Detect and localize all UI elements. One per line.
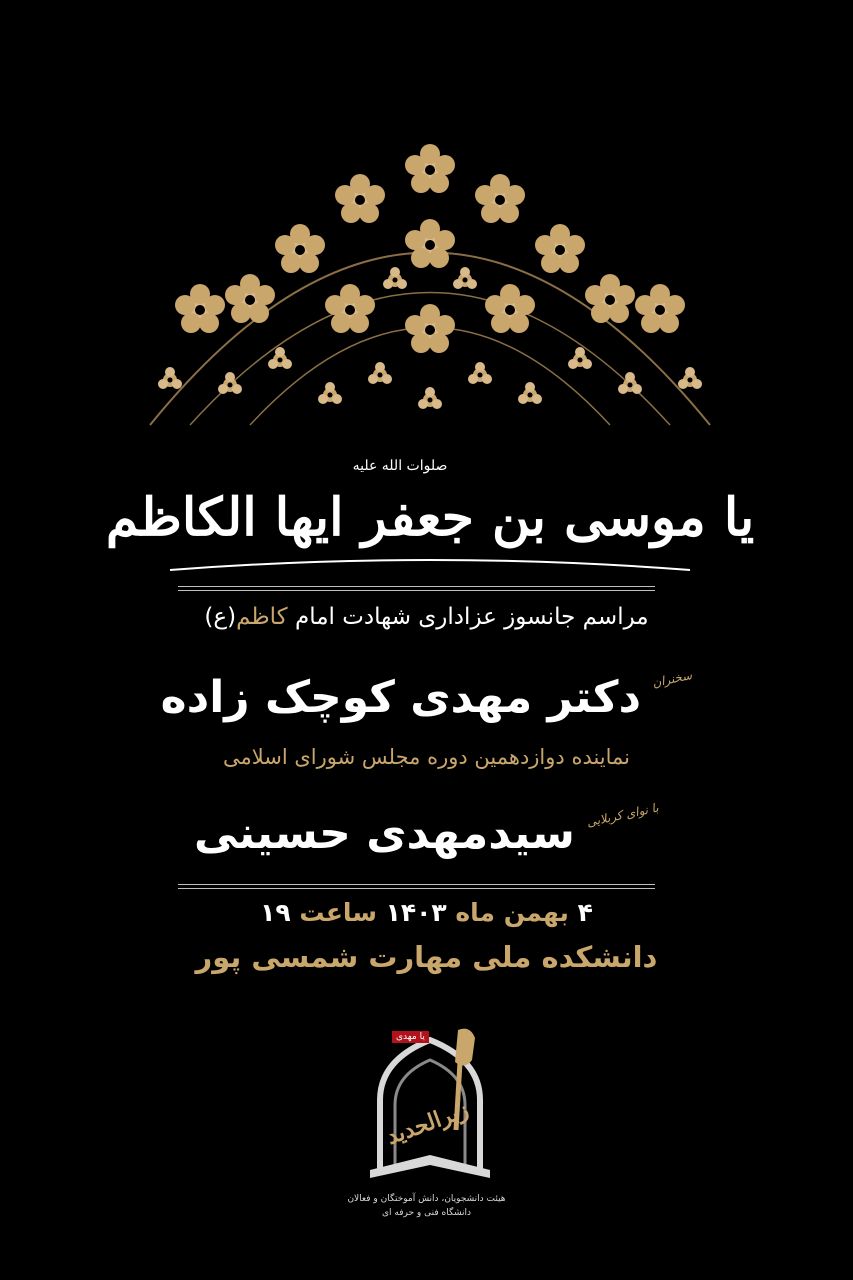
- event-day: ۴: [577, 898, 593, 927]
- divider-bottom: [178, 884, 655, 889]
- organizer-line-1: هیئت دانشجویان، دانش آموختگان و فعالان: [347, 1194, 506, 1204]
- speaker-name: دکتر مهدی کوچک زاده: [160, 672, 642, 723]
- event-datetime: [0, 898, 853, 927]
- calligraphy-main: یا موسی بن جعفر ایها الکاظم: [105, 487, 755, 548]
- ceremony-prefix: مراسم جانسوز عزاداری شهادت امام: [287, 604, 649, 630]
- event-month: بهمن ماه: [455, 898, 569, 927]
- ceremony-suffix: (ع): [204, 604, 237, 630]
- logo-flag: یا مهدی: [392, 1031, 429, 1043]
- speaker-role: سخنران: [651, 667, 694, 691]
- reciter-role: با نوای کربلایی: [585, 800, 660, 830]
- calligraphy-title: [105, 430, 755, 590]
- organizer-line-2: دانشگاه فنی و حرفه ای: [382, 1208, 471, 1218]
- event-venue: دانشکده ملی مهارت شمسی پور: [195, 940, 658, 974]
- calligraphy-small: صلوات الله علیه: [352, 458, 448, 474]
- organization-logo: [360, 1020, 500, 1185]
- organizer-text: [0, 1192, 853, 1220]
- speaker-block: [0, 667, 853, 723]
- reciter-block: [0, 800, 853, 859]
- speaker-title: نماینده دوازدهمین دوره مجلس شورای اسلامی: [222, 745, 631, 769]
- floral-ornament: [130, 140, 730, 440]
- event-time: ۱۹: [260, 898, 291, 927]
- event-time-label: ساعت: [299, 898, 377, 927]
- ceremony-highlight: کاظم: [236, 604, 288, 630]
- divider-top: [178, 586, 655, 591]
- ceremony-title: [0, 604, 853, 630]
- reciter-name: سیدمهدی حسینی: [193, 808, 575, 859]
- event-year: ۱۴۰۳: [385, 898, 447, 927]
- logo-emblem-text: زبرالحدید: [383, 1096, 473, 1151]
